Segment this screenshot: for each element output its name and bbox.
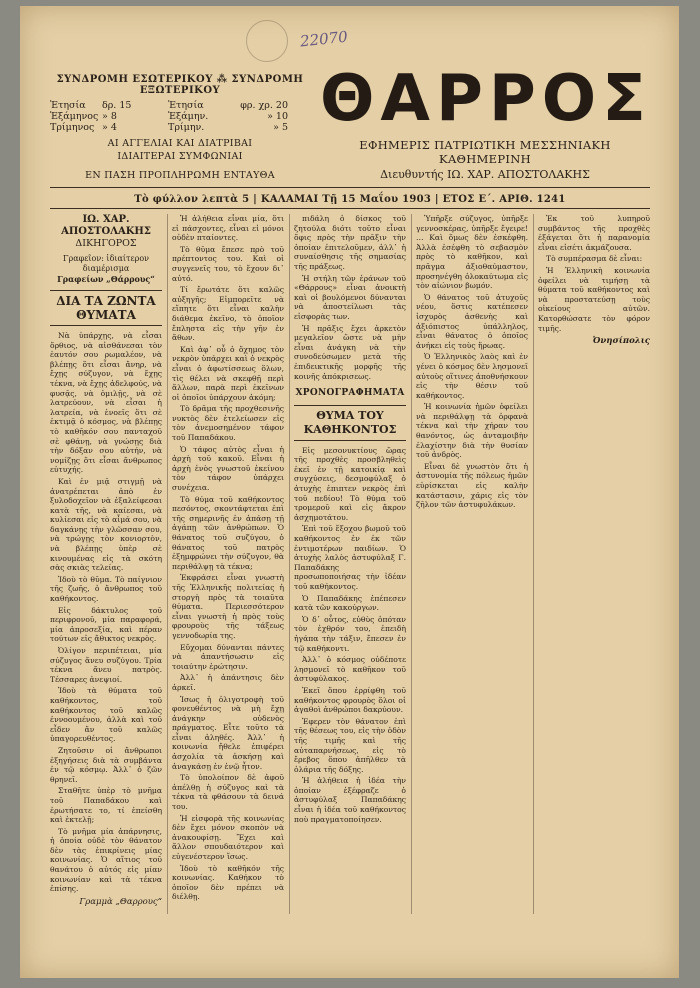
paragraph: Ἰδοὺ τὰ θύματα τοῦ καθήκοντος, τοῦ καθήκοντος τοῦ καλῶς ἐννοουμένου, ἀλλὰ καὶ τοῦ εἶδεν ἄν τοῦ καλῶς ὑπαγορευθέντος. — [50, 686, 162, 744]
column-3 — [294, 214, 406, 934]
column-4 — [416, 214, 528, 934]
ads-line: ΑΙ ΑΓΓΕΛΙΑΙ ΚΑΙ ΔΙΑΤΡΙΒΑΙ — [107, 138, 253, 149]
subscription-box — [50, 74, 310, 181]
paragraph: Ὑπῆρξε σύζυγος, ὑπῆρξε γεννοσκέρας, ὑπῆρξε ἔγειρε! … Καὶ ὅμως δὲν ἐσκέφθη. Ἀλλὰ ἐσέφθη τὸ σεβασμὸν πρὸς τὸ καθῆκον, καὶ πρᾶγμα ἀξιοθαύμαστον, προσηνέγθη ὁλοκαύτωμα εἰς τὸν αἰώνιον βωμόν. — [416, 214, 528, 291]
paragraph: Ἡ εἰσφορὰ τῆς κοινωνίας δὲν ἔχει μόνον σκοπὸν νὰ ἀνακουφίσῃ. Ἔχει καὶ ἄλλον σπουδαιότερον καὶ εὐγενέστερον ἴσως. — [172, 813, 284, 861]
library-stamp — [246, 20, 288, 62]
price-row — [50, 100, 310, 111]
paragraph: Ὁ Παπαδάκης ἐπέπεσεν κατὰ τῶν κακούργων. — [294, 593, 406, 613]
price-label: Ἑξάμηνος — [50, 111, 99, 122]
paragraph: Ἐκ τοῦ λυπηροῦ συμβάντος τῆς προχθὲς ἐξάγεται ὅτι ἡ παρανομία εἶναι εἰσέτι ἀκμάζουσα. — [538, 214, 650, 252]
paragraph: Τὸ δρᾶμα τῆς προχθεσινῆς νυκτὸς δὲν ἐτελείωσεν εἰς τὸν ἀνεμοσημένον τάφον τοῦ Παπαδάκου. — [172, 404, 284, 443]
article-columns — [50, 214, 650, 934]
paragraph: Τὸ συμπέρασμα δὲ εἶναι: — [546, 254, 643, 264]
paragraph: πιδάλη ὁ δίσκος τοῦ ζητούλα διότι τοῦτο εἶναι ὄφις πρὸς τὴν πρᾶξιν τὴν ὁποίαν ἐπιτελοῦμεν, ἀλλ᾿ ἡ συναίσθησις τῆς σημασίας τῆς πράξεως. — [294, 214, 406, 271]
price-value: » 10 — [267, 111, 288, 122]
paragraph: Ὁ δ᾿ οὗτος, εὐθὺς ὁπόταν τὸν ἐχθρόν του, ἐπειδὴ ἠγάπα τὴν τάξιν, ἔπεσεν ἐν τῷ καθήκοντι. — [294, 614, 406, 653]
paragraph: Ἰδοὺ τὸ θῦμα. Τὸ παίγνιον τῆς ζωῆς, ὁ ἄνθρωπος τοῦ καθήκοντος. — [50, 574, 162, 604]
article-title: ΔΙΑ ΤΑ ΖΩΝΤΑ ΘΥΜΑΤΑ — [50, 290, 162, 326]
paragraph: Εὔχομαι δύνανται πάντες νὰ ἀπαντήσωσιν εἰς τοιαύτην ἐρώτησιν. — [172, 642, 284, 671]
price-label: Τρίμην. — [168, 122, 205, 133]
paragraph: Ἡ ἀλήθεια ἡ ἰδέα τὴν ὁποίαν ἐξέφραζε ὁ ἀστυφύλαξ Παπαδάκης εἶναι ἡ ἰδέα τοῦ καθήκοντος ποὺ πραγματοποίησεν. — [294, 776, 406, 824]
lawyer-name: ΙΩ. ΧΑΡ. ΑΠΟΣΤΟΛΑΚΗΣ — [61, 214, 151, 237]
paragraph: Ὁ θάνατος τοῦ ἀτυχοῦς νέου, ὅστις κατέπεσεν ἰσχυρὸς ἀσθενὴς καὶ ἀξιόπιστος ὑπάλληλος, εἶναι θάνατος ὁ ὁποῖος ἀνήκει εἰς τοὺς ἥρωας. — [416, 292, 528, 350]
price-label: Ἐτησία — [50, 100, 86, 111]
price-value: » 8 — [102, 111, 117, 122]
paragraph: Ὁ Ἑλληνικὸς λαὸς καὶ ἐν γένει ὁ κόσμος δὲν λησμονεῖ αὐτοὺς οἵτινες ἀποθνήσκουν εἰς τὴν θέσιν τοῦ καθήκοντος. — [416, 352, 528, 400]
header-rule-top — [50, 187, 650, 188]
price-value: » 5 — [273, 122, 288, 133]
paragraph: Ἐκεῖ ὅπου ἐρρίφθη τοῦ καθήκοντος φρουρὸς ὅλοι οἱ ἀγαθοὶ ἀνθρώποι δακρύουν. — [294, 685, 406, 715]
column-5 — [538, 214, 650, 934]
article-signature: Ὀνησίπολις — [592, 336, 650, 347]
section-header: ΧΡΟΝΟΓΡΑΦΗΜΑΤΑ — [295, 388, 405, 399]
price-value: δρ. 15 — [102, 100, 132, 111]
paragraph: Εἰς δάκτυλος τοῦ περιφρονοῦ, μία παραφορά, μία ἀπροσεξία, καὶ πέραν τούτων εἰς ἄθικτος νεκρὸς. — [50, 605, 162, 644]
paragraph: Ἡ στήλη τῶν ἐράνων τοῦ «Θάρρους» εἶναι ἀνοικτὴ καὶ οἱ βουλόμενοι δύνανται νὰ ἀποστείλωσι τὰς εἰσφορὰς των. — [294, 273, 406, 321]
paragraph: Ἐπὶ τοῦ ἔξοχου βωμοῦ τοῦ καθήκοντος ἐν ἐκ τῶν ἐντιμοτέρων παιδίων. Ὁ ἀτυχὴς λαλὸς ἀστυφύλαξ Γ. Παπαδάκης προσωποποιήσας τὴν ἰδέαν τοῦ καθήκοντος. — [294, 524, 406, 591]
subscription-title: ΣΥΝΔΡΟΜΗ ΕΣΩΤΕΡΙΚΟΥ ⁂ ΣΥΝΔΡΟΜΗ ΕΞΩΤΕΡΙΚΟΥ — [56, 74, 304, 96]
price-label: Ἑξάμην. — [168, 111, 209, 122]
agreements-line: ΙΔΙΑΙΤΕΡΑΙ ΣΥΜΦΩΝΙΑΙ — [117, 151, 243, 162]
price-label: Ἐτησία — [168, 100, 204, 111]
price-value: » 4 — [102, 122, 117, 133]
prepayment-line: ΕΝ ΠΑΣΗ ΠΡΟΠΛΗΡΩΜΗ ΕΝΤΑΥΘΑ — [85, 170, 275, 181]
paragraph: Ἀλλ᾿ ἡ ἀπάντησις δὲν ἀρκεῖ. — [172, 673, 284, 692]
paragraph: Σταθῆτε ὑπὲρ τὸ μνῆμα τοῦ Παπαδάκου καὶ ἐρωτήσατε το, τί ἐπείσθη καὶ ἐκτελῇ; — [50, 786, 162, 825]
price-row — [50, 111, 310, 122]
lawyer-role: ΔΙΚΗΓΟΡΟΣ — [75, 238, 137, 249]
paragraph: Ὁ τάφος αὐτὸς εἶναι ἡ ἀρχὴ τοῦ κακοῦ. Εἶναι ἡ ἀρχὴ ἑνὸς γνωστοῦ ἐκείνου τὸν τάφον ὑπάρχει συνέχεια. — [172, 444, 284, 493]
paragraph: Ὀλίγον περιπέτειαι, μία σύζυγος ἄνευ συζύγου. Τρία τέκνα ἄνευ πατρὸς. Τέσσαρες ἀνεψιοί. — [50, 646, 162, 684]
paragraph: Ἡ Ἑλληνικὴ κοινωνία ὀφείλει νὰ τιμήσῃ τὰ θύματα τοῦ καθήκοντος καὶ νὰ προστατεύσῃ τοὺς οἰκείους αὐτῶν. Κατορθώσατε τὸν φόρον τιμῆς. — [538, 265, 650, 333]
price-value: φρ. χρ. 20 — [240, 100, 288, 111]
paragraph: Ἀλλ᾿ ὁ κόσμος οὐδέποτε λησμονεῖ τὸ καθῆκον τοῦ ἀστυφύλακος. — [294, 655, 406, 684]
paragraph: Ἐκφράσει εἶναι γνωστὴ τῆς Ἑλληνικῆς πολιτείας ἡ στοργὴ πρὸς τὰ τοιαῦτα θύματα. Περιεσσότερον εἶναι γνωστὴ ἡ πρὸς τοὺς φρουροὺς τῆς τάξεως γεννοδωρία της. — [172, 573, 284, 640]
article-signature: Γραμμὰ „Θαρρους“ — [79, 896, 162, 907]
header-rule-bottom — [50, 208, 650, 209]
paragraph: Τί ἔρωτάτε ὅτι καλῶς αὐξηγῆς; Εἰμπορεῖτε νὰ εἴπητε ὅτι εἶναι καλὴν διάθεμα ἐκεῖνο, τὸ ὁποῖον ἔπληστα εἰς τὴν γῆν ἐν ἄθων. — [172, 285, 284, 343]
price-row — [50, 122, 310, 133]
column-2 — [172, 214, 284, 934]
dateline: Τὸ φύλλον λεπτὰ 5 | ΚΑΛΑΜΑΙ Τῇ 15 Μαΐου 1903 | ΕΤΟΣ Ε΄. ΑΡΙΘ. 1241 — [134, 194, 566, 205]
lawyer-office: Γραφεῖον: ἰδιαίτερον διαμέρισμα — [62, 254, 150, 273]
paragraph: Τὸ μνῆμα μία ἀπάρνησις, ἡ ὁποία οὐδὲ τὸν θάνατον δὲν τὰς ἐπικρίνεις μίας κοινωνίας. Ὁ αἴτιος τοῦ θανάτου ὁ αὐτός εἰς μίαν κοινωνίαν καὶ τὰ τέκνα ἐπίσης. — [50, 826, 162, 894]
newspaper-title: ΘΑΡΡΟΣ — [320, 62, 652, 136]
handwritten-annotation: 22070 — [299, 27, 349, 51]
column-divider — [289, 214, 290, 914]
paragraph: Ἰδοὺ τὸ καθῆκόν τῆς κοινωνίας. Καθήκον τὸ ὁποῖον δὲν πρέπει νὰ διέλθῃ. — [172, 863, 284, 902]
masthead — [320, 64, 650, 181]
paragraph: Εἰς μεσονυκτίους ὥρας τῆς προχθὲς προσβληθεὶς ἐκεῖ ἐν τῇ κατοικίᾳ καὶ συγχύσεις, δεσμοφύλαξ ὁ ἀτυχὴς ἐπιπτεν νεκρὸς ἐπὶ τοῦ πεδίου! Τὸ θύμα τοῦ τρομεροῦ καὶ εἰς ἄκρον ἀσχημοτάτου. — [294, 445, 406, 522]
column-1 — [50, 214, 162, 934]
paragraph: Ἰσως ἡ ὀλιγοτροφὴ τοῦ φονευθέντος νὰ μὴ ἔχῃ ἀνάγκην οὐδενὸς πράγματος. Εἶτε τοῦτο τὰ εἶναι ἀληθές. Ἀλλ᾿ ἡ κοινωνία ἤθελε ἐπιφέρει ἀσχολία τὰ ἀσκήσῃ καὶ ἀναγκάσῃ ἐν ἑνῷ ἦτον. — [172, 694, 284, 771]
paragraph: Ἡ κοινωνία ἡμῶν ὀφείλει νὰ περιθάλψῃ τὰ ὀρφανὰ τέκνα καὶ τὴν χήραν του θανόντος, ὡς ἀνταμοιβὴν ἐλαχίστην διὰ τὴν θυσίαν τοῦ ἀνδρὸς. — [416, 402, 528, 460]
paragraph: Καὶ ἀφ᾿ οὗ ὁ ὄχημος τὸν νεκρὸν ὑπάρχει καὶ ὁ νεκρὸς εἶναι ὁ ἀφωτίσσεως ὅλων, τὶς θέλει νὰ σκεφθῇ περὶ ἄλλων, παρὰ περὶ ἐκεῖνων οἱ ὁποῖοι ὑπάρχουν ἀκόμη; — [172, 344, 284, 402]
paragraph: Ζητοῦσιν οἱ ἄνθρωποι ἐξηγήσεις διὰ τὰ συμβάντα ἐν τῷ κόσμῳ. Ἀλλ᾿ ὁ ζῶν θρηνεῖ. — [50, 745, 162, 784]
column-divider — [411, 214, 412, 914]
paragraph: Καὶ ἐν μιᾷ στιγμῇ νὰ ἀνατρέπεται ἀπὸ ἐν ξυλοδοχεῖον νὰ ἐξαλείφεσαι κατὰ τῆς, νὰ καίεσαι, νὰ κυλίεσαι εἰς τὸ αἷμά σου, νὰ δαγκάνῃς τὴν γλῶσσαν σου, νὰ τρώγῃς τὸν κονιορτὸν, νὰ βλέπῃς ὑπὲρ σὲ κινουμένας εἰς τὰ σκότη σὰς σκιὰς τελείας. — [50, 476, 162, 573]
paragraph: Ἡ πρᾶξις ἔχει ἀρκετὸν μεγαλεῖον ὥστε νὰ μὴν εἶναι ἀνάγκη νὰ τὴν συνοδεύσωμεν μετὰ τῆς ἐπιδεικτικῆς μορφῆς τῆς κοινῆς ἀπόκρισεως. — [294, 323, 406, 381]
paragraph: Τὸ θύμα τοῦ καθήκοντος πεσόντος, σκοντάφτεται ἐπὶ τῆς σημερινῆς ἐν ἀπάσῃ τῇ ἀγάπῃ τῶν ἀνθρώπων. Ὁ θάνατος τοῦ συζύγου, ὁ θάνατος τοῦ πατρὸς ἐξημφρώνει τὴν σύζυγον, θὰ περιθάλψῃ τὰ τέκνα; — [172, 494, 284, 571]
column-divider — [533, 214, 534, 914]
price-label: Τρίμηνος — [50, 122, 95, 133]
paragraph: Ἡ ἀλήθεια εἶναι μία, ὅτι εἰ πάσχοντες, εἶναι εἰ μόνοι οὐδὲν πταίοντες. — [172, 214, 284, 243]
paragraph: Εἶναι δὲ γνωστὸν ὅτι ἡ ἀστυνομία τῆς πόλεως ἡμῶν εὑρίσκεται εἰς καλὴν κατάστασιν, χάρις εἰς τὸν ζῆλον τῶν ἀστυφυλάκων. — [416, 461, 528, 510]
newspaper-subtitle: ΕΦΗΜΕΡΙΣ ΠΑΤΡΙΩΤΙΚΗ ΜΕΣΣΗΝΙΑΚΗ ΚΑΘΗΜΕΡΙΝΗ — [359, 138, 611, 166]
paragraph: Νὰ ὑπάρχῃς, νὰ εἶσαι ὄρθιος, νὰ αἰσθάνεσαι τὸν ἑαυτόν σου ρωμαλέον, νὰ βλέπῃς ὅτι εἶσαι ἄνηρ, νὰ ἔχῃς σύζυγον, νὰ ἔχῃς τέκνα, νὰ ἔχῃς ἀδελφούς, νὰ φυσᾷς, νὰ ὁμιλῇς, νὰ σὲ λατρεύουν, νὰ εἶσαι ἡ λατρεία, νὰ ἐνοεῖς ὅτι σὲ ἐκτιμᾷ ὁ κόσμος, νὰ βλέπῃς τὸ καθῆκόν σου πανταχοῦ σὲ φθάνῃ, νὰ γνώσῃς διὰ τὴν δόξαν σου αὐτήν, νὰ νομίζῃς ὅτι εἶσαι ἄνθρωπος εὐτυχής. — [50, 331, 162, 475]
paragraph: Τὸ ὑπολοίπον δὲ ἀφοῦ ἀπέλθῃ ἡ σύζυγος καὶ τὰ τέκνα τὰ φθάσουν τὰ δεινά του. — [172, 773, 284, 812]
article-title: ΘΥΜΑ ΤΟΥ ΚΑΘΗΚΟΝΤΟΣ — [294, 405, 406, 441]
paragraph: Τὸ θῦμα ἔπεσε πρὸ τοῦ πρέπτοντος του. Καὶ οἱ συγγενεῖς του, τὸ ἔχουν δι᾿ αὐτό. — [172, 244, 284, 283]
lawyer-office: Γραφείων „Θάρρους“ — [57, 274, 155, 284]
director-line: Διευθυντής ΙΩ. ΧΑΡ. ΑΠΟΣΤΟΛΑΚΗΣ — [380, 168, 590, 181]
column-divider — [167, 214, 168, 914]
newspaper-page — [20, 6, 679, 978]
paragraph: Ἐφερεν τὸν θάνατον ἐπὶ τῆς θέσεως του, εἰς τὴν ὁδὸν τῆς τιμῆς καὶ τῆς αὐταπαρνήσεως, εἰς τὸ ἔρεβος ὅπου ἀπῆλθεν τὰ ὁλάρια τῆς δόξης. — [294, 716, 406, 774]
